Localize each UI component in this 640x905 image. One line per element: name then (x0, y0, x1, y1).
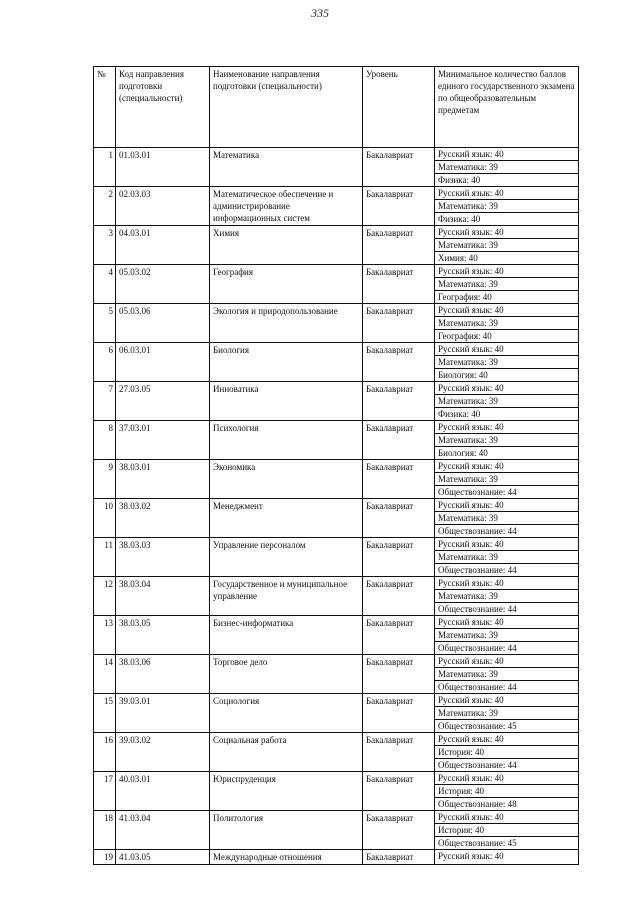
direction-code: 02.03.03 (116, 187, 210, 226)
education-level: Бакалавриат (363, 733, 435, 772)
subject-min-score: Математика: 39 (435, 161, 578, 174)
subject-min-score: Русский язык: 40 (435, 148, 578, 161)
education-level: Бакалавриат (363, 421, 435, 460)
subject-min-score: Математика: 39 (435, 551, 578, 564)
row-number: 9 (94, 460, 116, 499)
subject-min-score: История: 40 (435, 824, 578, 837)
direction-code: 38.03.05 (116, 616, 210, 655)
direction-name: Социология (210, 694, 363, 733)
subject-min-score: Русский язык: 40 (438, 851, 504, 861)
direction-name: Международные отношения (210, 850, 363, 865)
min-scores-cell (435, 616, 579, 655)
subject-min-score: Русский язык: 40 (435, 343, 578, 356)
row-number: 17 (94, 772, 116, 811)
direction-name: Политология (210, 811, 363, 850)
education-level: Бакалавриат (363, 616, 435, 655)
education-level: Бакалавриат (363, 148, 435, 187)
direction-code: 41.03.04 (116, 811, 210, 850)
min-scores-cell (435, 811, 579, 850)
table-row (94, 304, 579, 343)
table-row (94, 733, 579, 772)
subject-min-score: Биология: 40 (438, 448, 488, 458)
table-row (94, 694, 579, 733)
table-row (94, 382, 579, 421)
direction-name: Химия (210, 226, 363, 265)
min-scores-cell (435, 694, 579, 733)
table-row (94, 499, 579, 538)
table-row (94, 421, 579, 460)
min-scores-cell (435, 772, 579, 811)
education-level: Бакалавриат (363, 655, 435, 694)
direction-name: Управление персоналом (210, 538, 363, 577)
subject-min-score: Биология: 40 (438, 370, 488, 380)
column-header-name: Наименование направления подготовки (специальности) (210, 67, 363, 148)
direction-code: 38.03.02 (116, 499, 210, 538)
education-level: Бакалавриат (363, 538, 435, 577)
column-header-min-scores: Минимальное количество баллов единого государственного экзамена по общеобразовательным предметам (435, 67, 579, 148)
min-scores-cell (435, 187, 579, 226)
education-level: Бакалавриат (363, 499, 435, 538)
education-level: Бакалавриат (363, 382, 435, 421)
subject-min-score: География: 40 (438, 331, 492, 341)
table-row (94, 343, 579, 382)
row-number: 2 (94, 187, 116, 226)
subject-min-score: Обществознание: 45 (438, 721, 517, 731)
subject-min-score: Обществознание: 45 (438, 838, 517, 848)
subject-min-score: Русский язык: 40 (435, 538, 578, 551)
direction-name: Психология (210, 421, 363, 460)
subject-min-score: Математика: 39 (435, 590, 578, 603)
column-header-code: Код направления подготовки (специальности) (116, 67, 210, 148)
table-row (94, 811, 579, 850)
row-number: 10 (94, 499, 116, 538)
subject-min-score: Русский язык: 40 (435, 460, 578, 473)
row-number: 18 (94, 811, 116, 850)
subject-min-score: Русский язык: 40 (435, 421, 578, 434)
education-level: Бакалавриат (363, 265, 435, 304)
direction-code: 27.03.05 (116, 382, 210, 421)
subject-min-score: Русский язык: 40 (435, 187, 578, 200)
direction-code: 38.03.01 (116, 460, 210, 499)
row-number: 13 (94, 616, 116, 655)
row-number: 14 (94, 655, 116, 694)
row-number: 8 (94, 421, 116, 460)
subject-min-score: Математика: 39 (435, 668, 578, 681)
direction-name: География (210, 265, 363, 304)
table-row (94, 538, 579, 577)
subject-min-score: История: 40 (435, 746, 578, 759)
subject-min-score: Обществознание: 48 (438, 799, 517, 809)
education-level: Бакалавриат (363, 343, 435, 382)
subject-min-score: Русский язык: 40 (435, 265, 578, 278)
table-row (94, 577, 579, 616)
education-level: Бакалавриат (363, 187, 435, 226)
min-scores-cell (435, 538, 579, 577)
subject-min-score: Химия: 40 (438, 253, 478, 263)
table-row (94, 226, 579, 265)
direction-code: 39.03.02 (116, 733, 210, 772)
direction-name: Социальная работа (210, 733, 363, 772)
direction-name: Инноватика (210, 382, 363, 421)
subject-min-score: Математика: 39 (435, 473, 578, 486)
subject-min-score: Русский язык: 40 (435, 616, 578, 629)
min-scores-cell (435, 382, 579, 421)
row-number: 12 (94, 577, 116, 616)
row-number: 19 (94, 850, 116, 865)
min-scores-cell (435, 343, 579, 382)
direction-name: Экология и природопользование (210, 304, 363, 343)
education-level: Бакалавриат (363, 694, 435, 733)
subject-min-score: Математика: 39 (435, 200, 578, 213)
subject-min-score: Обществознание: 44 (438, 526, 517, 536)
subject-min-score: Математика: 39 (435, 239, 578, 252)
min-scores-cell (435, 733, 579, 772)
row-number: 4 (94, 265, 116, 304)
min-scores-cell (435, 499, 579, 538)
min-scores-cell (435, 226, 579, 265)
subject-min-score: Физика: 40 (438, 214, 481, 224)
subject-min-score: Физика: 40 (438, 175, 481, 185)
direction-code: 39.03.01 (116, 694, 210, 733)
subject-min-score: Русский язык: 40 (435, 382, 578, 395)
subject-min-score: Математика: 39 (435, 356, 578, 369)
admission-requirements-table (93, 66, 579, 865)
row-number: 15 (94, 694, 116, 733)
education-level: Бакалавриат (363, 850, 435, 865)
education-level: Бакалавриат (363, 304, 435, 343)
direction-name: Экономика (210, 460, 363, 499)
min-scores-cell (435, 577, 579, 616)
subject-min-score: Математика: 39 (435, 317, 578, 330)
subject-min-score: Русский язык: 40 (435, 226, 578, 239)
subject-min-score: Обществознание: 44 (438, 643, 517, 653)
subject-min-score: Обществознание: 44 (438, 487, 517, 497)
direction-name: Торговое дело (210, 655, 363, 694)
direction-name: Государственное и муниципальное управление (210, 577, 363, 616)
table-row (94, 850, 579, 865)
subject-min-score: Обществознание: 44 (438, 682, 517, 692)
subject-min-score: Математика: 39 (435, 512, 578, 525)
education-level: Бакалавриат (363, 226, 435, 265)
subject-min-score: История: 40 (435, 785, 578, 798)
table-row (94, 148, 579, 187)
min-scores-cell (435, 265, 579, 304)
education-level: Бакалавриат (363, 772, 435, 811)
direction-code: 06.03.01 (116, 343, 210, 382)
page-number: 335 (311, 6, 329, 20)
table-row (94, 772, 579, 811)
table-row (94, 616, 579, 655)
row-number: 3 (94, 226, 116, 265)
education-level: Бакалавриат (363, 460, 435, 499)
direction-code: 38.03.04 (116, 577, 210, 616)
min-scores-cell (435, 655, 579, 694)
subject-min-score: Русский язык: 40 (435, 655, 578, 668)
subject-min-score: Русский язык: 40 (435, 772, 578, 785)
subject-min-score: Русский язык: 40 (435, 304, 578, 317)
subject-min-score: Русский язык: 40 (435, 694, 578, 707)
row-number: 16 (94, 733, 116, 772)
education-level: Бакалавриат (363, 577, 435, 616)
min-scores-cell (435, 460, 579, 499)
subject-min-score: Обществознание: 44 (438, 604, 517, 614)
table-row (94, 187, 579, 226)
subject-min-score: Русский язык: 40 (435, 499, 578, 512)
direction-name: Бизнес-информатика (210, 616, 363, 655)
direction-code: 04.03.01 (116, 226, 210, 265)
direction-name: Биология (210, 343, 363, 382)
subject-min-score: География: 40 (438, 292, 492, 302)
table-body (94, 148, 579, 865)
min-scores-cell (435, 148, 579, 187)
subject-min-score: Математика: 39 (435, 707, 578, 720)
education-level: Бакалавриат (363, 811, 435, 850)
direction-code: 01.03.01 (116, 148, 210, 187)
row-number: 11 (94, 538, 116, 577)
direction-code: 38.03.03 (116, 538, 210, 577)
min-scores-cell (435, 421, 579, 460)
subject-min-score: Русский язык: 40 (435, 811, 578, 824)
direction-code: 38.03.06 (116, 655, 210, 694)
row-number: 1 (94, 148, 116, 187)
table-row (94, 265, 579, 304)
row-number: 7 (94, 382, 116, 421)
subject-min-score: Русский язык: 40 (435, 733, 578, 746)
direction-code: 41.03.05 (116, 850, 210, 865)
column-header-level: Уровень (363, 67, 435, 148)
direction-code: 05.03.06 (116, 304, 210, 343)
table-row (94, 655, 579, 694)
direction-name: Менеджмент (210, 499, 363, 538)
subject-min-score: Математика: 39 (435, 629, 578, 642)
min-scores-cell (435, 850, 579, 865)
row-number: 5 (94, 304, 116, 343)
direction-name: Математика (210, 148, 363, 187)
table-header-row (94, 67, 579, 148)
min-scores-cell (435, 304, 579, 343)
direction-code: 40.03.01 (116, 772, 210, 811)
direction-code: 05.03.02 (116, 265, 210, 304)
subject-min-score: Обществознание: 44 (438, 565, 517, 575)
subject-min-score: Русский язык: 40 (435, 577, 578, 590)
subject-min-score: Обществознание: 44 (438, 760, 517, 770)
subject-min-score: Физика: 40 (438, 409, 481, 419)
column-header-number: № (94, 67, 116, 148)
subject-min-score: Математика: 39 (435, 278, 578, 291)
subject-min-score: Математика: 39 (435, 434, 578, 447)
table-row (94, 460, 579, 499)
direction-name: Юриспруденция (210, 772, 363, 811)
row-number: 6 (94, 343, 116, 382)
direction-code: 37.03.01 (116, 421, 210, 460)
subject-min-score: Математика: 39 (435, 395, 578, 408)
direction-name: Математическое обеспечение и администрирование информационных систем (210, 187, 363, 226)
